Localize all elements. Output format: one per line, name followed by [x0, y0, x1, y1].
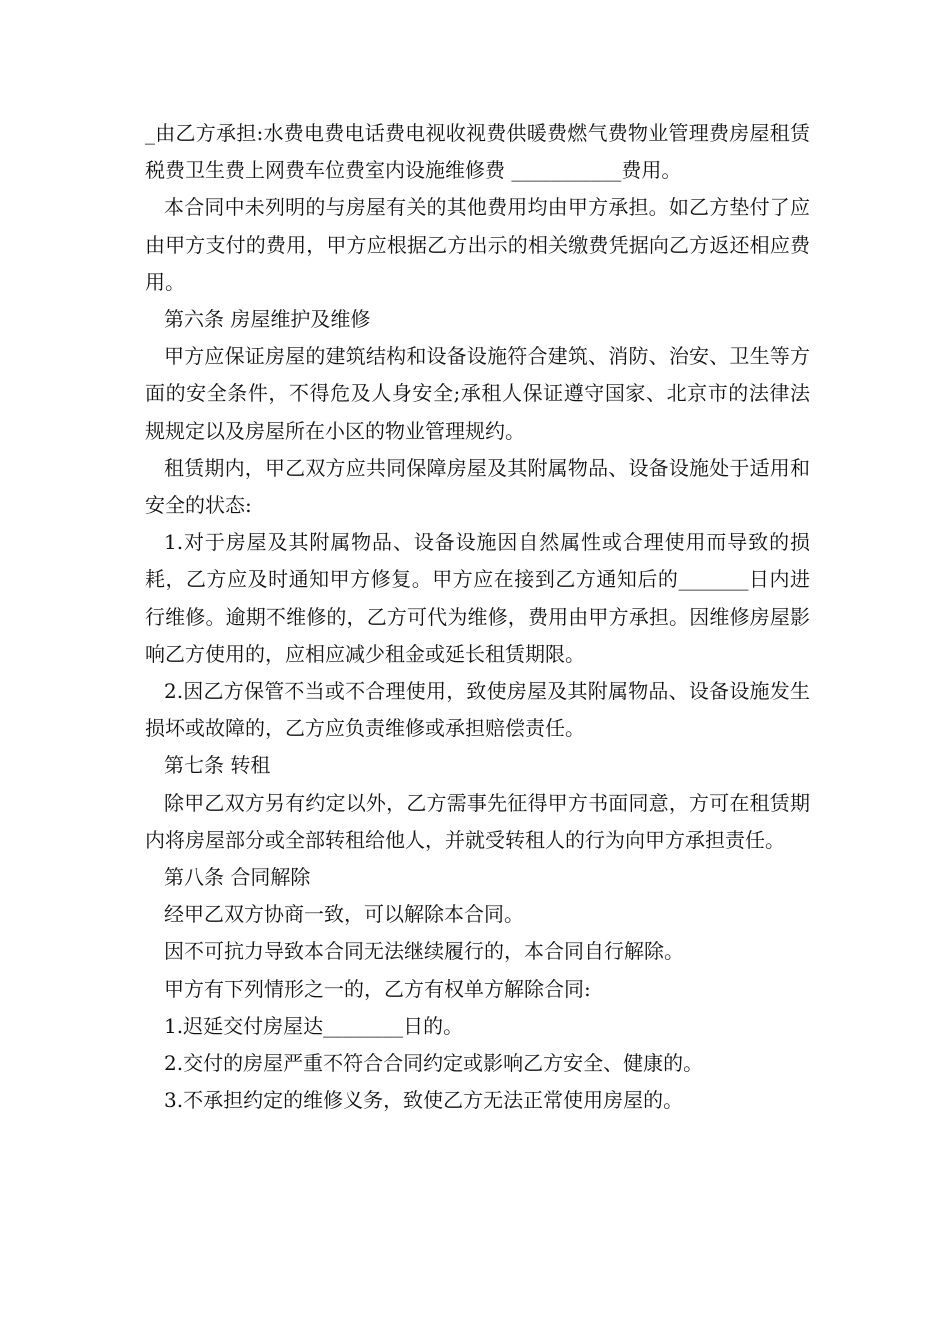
paragraph-mutual-termination: 经甲乙双方协商一致，可以解除本合同。: [164, 902, 524, 927]
paragraph-tenant-termination-rights: 甲方有下列情形之一的，乙方有权单方解除合同:: [164, 976, 591, 1001]
paragraph-repair-clause-1: 1.对于房屋及其附属物品、设备设施因自然属性或合理使用而导致的损耗，乙方应及时通知甲方修复。甲方应在接到乙方通知后的_______日内进行维修。逾期不维修的，乙方可代为维修，费用由甲方承担。因维修房屋影响乙方使用的，应相应减少租金或延长租赁期限。: [145, 530, 810, 666]
paragraph-fees-tenant: _由乙方承担:水费电费电话费电视收视费供暖费燃气费物业管理费房屋租赁税费卫生费上网费车位费室内设施维修费 ___________费用。: [145, 121, 810, 183]
paragraph-force-majeure: 因不可抗力导致本合同无法继续履行的，本合同自行解除。: [164, 939, 684, 964]
list-item-delay-delivery: 1.迟延交付房屋达________日的。: [164, 1013, 464, 1038]
document-page: [145, 115, 810, 1119]
paragraph-sublease: 除甲乙双方另有约定以外，乙方需事先征得甲方书面同意，方可在租赁期内将房屋部分或全部转租给他人，并就受转租人的行为向甲方承担责任。: [145, 790, 810, 852]
list-item-nonconforming-house: 2.交付的房屋严重不符合合同约定或影响乙方安全、健康的。: [164, 1051, 704, 1076]
paragraph-repair-clause-2: 2.因乙方保管不当或不合理使用，致使房屋及其附属物品、设备设施发生损坏或故障的，乙方应负责维修或承担赔偿责任。: [145, 679, 810, 741]
article-7-heading: 第七条 转租: [164, 753, 271, 778]
paragraph-safety-conditions: 甲方应保证房屋的建筑结构和设备设施符合建筑、消防、治安、卫生等方面的安全条件，不得危及人身安全;承租人保证遵守国家、北京市的法律法规规定以及房屋所在小区的物业管理规约。: [145, 344, 810, 443]
article-8-heading: 第八条 合同解除: [164, 865, 311, 890]
list-item-no-repair: 3.不承担约定的维修义务，致使乙方无法正常使用房屋的。: [164, 1088, 684, 1113]
paragraph-joint-maintenance: 租赁期内，甲乙双方应共同保障房屋及其附属物品、设备设施处于适用和安全的状态:: [145, 455, 810, 518]
paragraph-other-fees: 本合同中未列明的与房屋有关的其他费用均由甲方承担。如乙方垫付了应由甲方支付的费用，甲方应根据乙方出示的相关缴费凭据向乙方返还相应费用。: [145, 195, 810, 294]
article-6-heading: 第六条 房屋维护及维修: [164, 307, 371, 332]
